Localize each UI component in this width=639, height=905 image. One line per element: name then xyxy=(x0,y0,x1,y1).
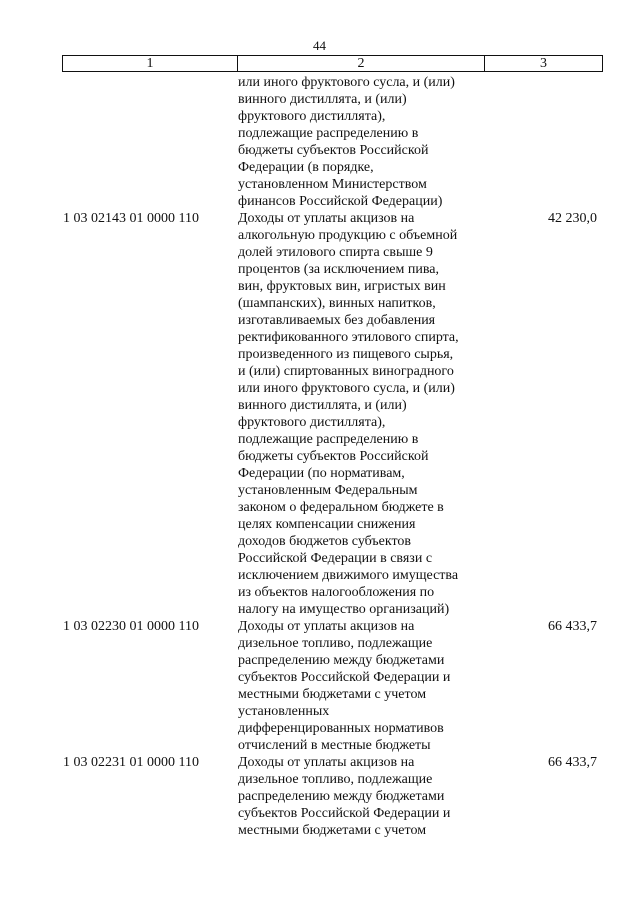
row-amount: 42 230,0 xyxy=(548,211,597,226)
continuation-description: или иного фруктового сусла, и (или) винного дистиллята, и (или) фруктового дистиллята), подлежащие распределению в бюджеты субъектов Российской Федерации (в порядке, установленном Министерством финансов Российской Федерации) xyxy=(238,75,455,209)
table-header-row xyxy=(62,55,603,72)
row-amount: 66 433,7 xyxy=(548,619,597,634)
row-amount: 66 433,7 xyxy=(548,755,597,770)
header-col-3: 3 xyxy=(540,56,547,71)
row-description: Доходы от уплаты акцизов на дизельное топливо, подлежащие распределению между бюджетами субъектов Российской Федерации и местными бюджетами с учетом xyxy=(238,755,451,838)
row-code: 1 03 02230 01 0000 110 xyxy=(63,619,199,634)
header-col-1: 1 xyxy=(63,56,238,71)
row-code: 1 03 02143 01 0000 110 xyxy=(63,211,199,226)
page-number: 44 xyxy=(313,38,326,53)
header-col-2: 2 xyxy=(238,56,485,71)
row-description: Доходы от уплаты акцизов на алкогольную продукцию с объемной долей этилового спирта свыше 9 процентов (за исключением пива, вин, фруктовых вин, игристых вин (шампанских), винных напитков, изготавливаемых без добавления ректификованного этилового спирта, произведенного из пищевого сырья, и (или) спиртованных виноградного или иного фруктового сусла, и (или) винного дистиллята, и (или) фруктового дистиллята), подлежащие распределению в бюджеты субъектов Российской Федерации (по нормативам, установленным Федеральным законом о федеральном бюджете в целях компенсации снижения доходов бюджетов субъектов Российской Федерации в связи с исключением движимого имущества из объектов налогообложения по налогу на имущество организаций) xyxy=(238,211,459,617)
budget-table xyxy=(62,55,603,838)
row-code: 1 03 02231 01 0000 110 xyxy=(63,755,199,770)
row-description: Доходы от уплаты акцизов на дизельное топливо, подлежащие распределению между бюджетами субъектов Российской Федерации и местными бюджетами с учетом установленных дифференцированных нормативов отчислений в местные бюджеты xyxy=(238,619,451,753)
